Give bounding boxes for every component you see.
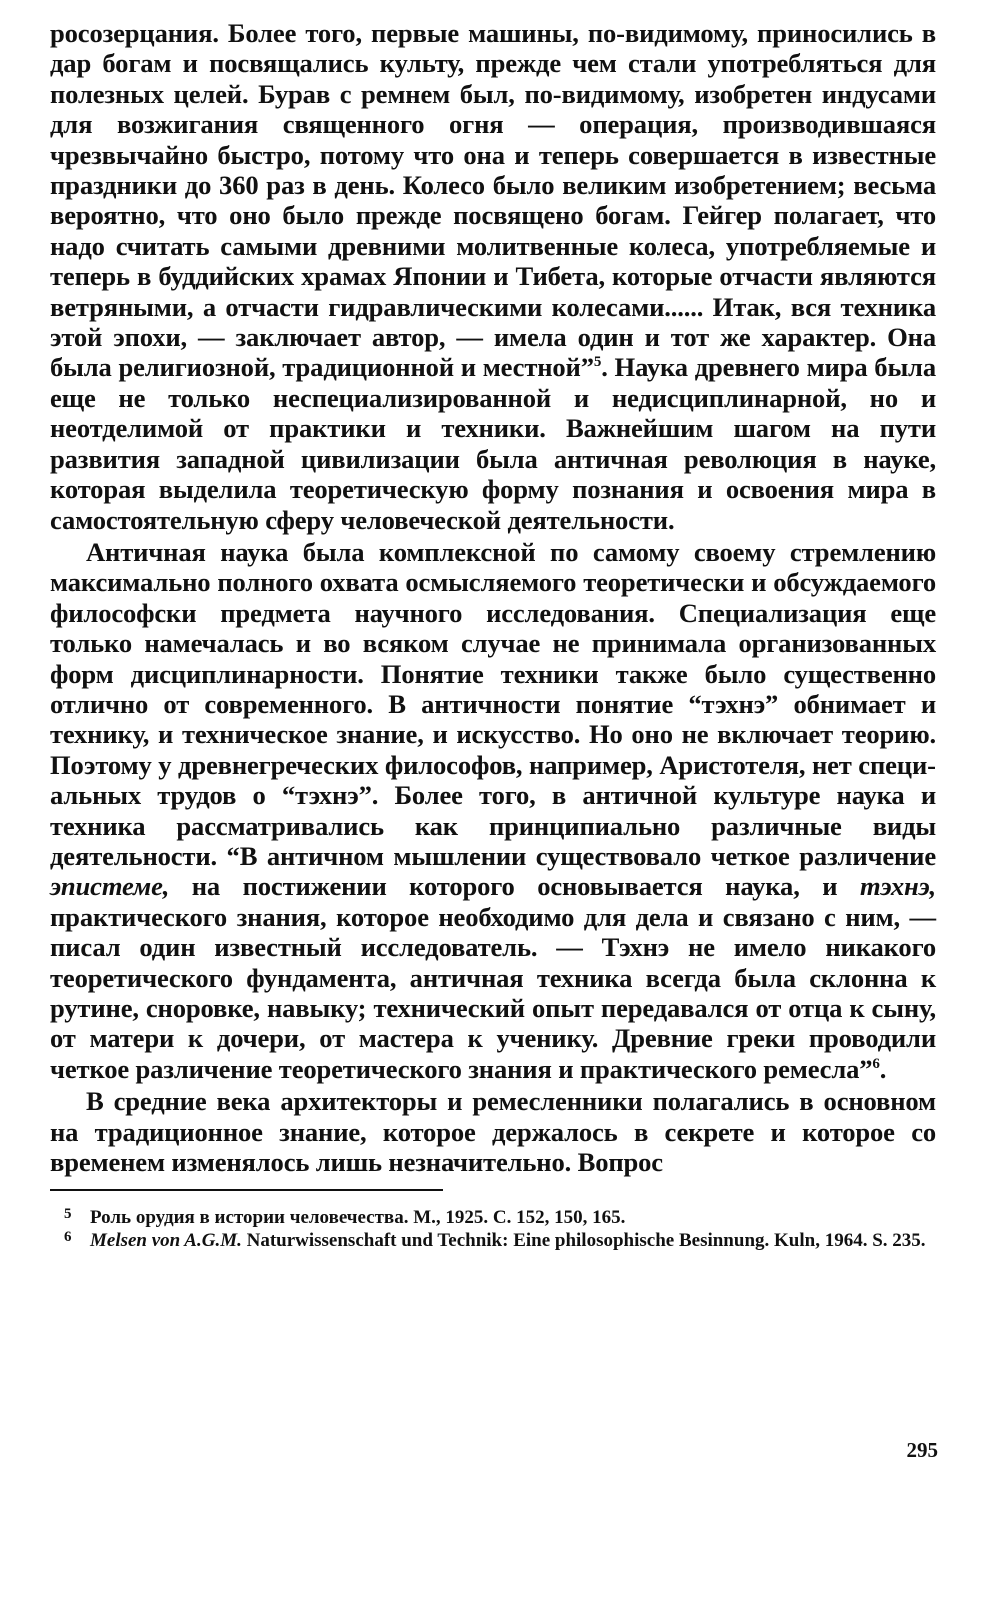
text-run: Античная наука была комплексной по самому своему стремлению максимально полного охвата осмысляемого теоретически и обсуждаемого философски предмета научного исследования. Специализация еще только намечалась и во всяком случае не принимала организованных форм дисциплинарности. Понятие техники также было существенно отлично от современного. В античности понятие “тэхнэ” обнимает и технику, и техническое знание, и искусство. Но оно не включает теорию. Поэтому у древнегреческих философов, например, Аристотеля, нет специальных трудов о “тэхнэ”. Более того, в античной культуре наука и техника рассматривались как принципиально различные виды деятельности. “В античном мышлении существовало четкое различение [50, 536, 936, 871]
text-run: Роль орудия в истории человечества. М., 1925. С. 152, 150, 165. [90, 1207, 626, 1229]
italic-term: Melsen von A.G.M. [90, 1229, 242, 1251]
footnotes [50, 1207, 936, 1252]
italic-term: тэхнэ, [859, 871, 936, 902]
footnote-number: 5 [64, 1206, 72, 1223]
footnote-separator [50, 1189, 443, 1191]
footnote-5 [50, 1207, 936, 1230]
text-run: В средние века архитекторы и ремесленники полагались в основном на традиционное знание, которое держалось в секрете и которое со временем изменялось лишь незначительно. Вопрос [50, 1086, 936, 1178]
footnote-6 [50, 1230, 936, 1253]
footnote-text [90, 1207, 936, 1230]
paragraph-1 [50, 18, 936, 535]
footnote-marker: 6 [872, 1055, 880, 1072]
text-run: на постижении которого основывается наука, и [169, 871, 860, 902]
footnote-marker: 5 [593, 354, 602, 371]
paragraph-2 [50, 537, 936, 1084]
footnote-text [90, 1230, 936, 1253]
text-run: практического знания, которое необходимо для дела и связано с ним, — писал один известный исследователь. — Тэхнэ не имело никакого теоретического фундамента, античная техника всегда была склонна к рутине, сноровке, навыку; технический опыт передавался от отца к сыну, от матери к дочери, от мастера к ученику. Древние греки проводили четкое различение теоретического знания и практического ремесла” [50, 901, 936, 1084]
italic-term: эпистеме, [50, 871, 170, 902]
text-run: . Наука древнего мира была еще не только неспециализированной и недисциплинарной, но и неотделимой от практики и техники. Важнейшим шагом на пути развития западной цивилизации была античная революция в науке, которая выделила теоретическую форму познания и освоения мира в самостоятельную сферу человеческой деятельности. [50, 352, 936, 535]
page-number: 295 [906, 1438, 938, 1462]
footnote-number: 6 [64, 1228, 72, 1245]
page-body [50, 18, 936, 1252]
text-run: . [879, 1053, 887, 1084]
text-run: росозерцания. Более того, первые машины, по-видимому, приносились в дар богам и посвящались культу, прежде чем стали употребляться для полезных целей. Бурав с ремнем был, по-видимому, изобретен индусами для возжигания священного огня — операция, производившаяся чрезвычайно быстро, потому что она и теперь совершается в известные праздники до 360 раз в день. Колесо было великим изобретением; весьма вероятно, что оно было прежде посвящено богам. Гейгер полагает, что надо считать самыми древними молитвенные колеса, употребляемые и теперь в буддийских храмах Японии и Тибета, которые отчасти являются ветряными, а отчасти гидравлическими колесами...... Итак, вся техника этой эпохи, — заключает автор, — имела один и тот же характер. Она была религиозной, традиционной и местной” [50, 18, 936, 383]
paragraph-3 [50, 1086, 936, 1177]
text-run: Naturwissenschaft und Technik: Eine philosophische Besinnung. Kuln, 1964. S. 235. [241, 1229, 926, 1251]
